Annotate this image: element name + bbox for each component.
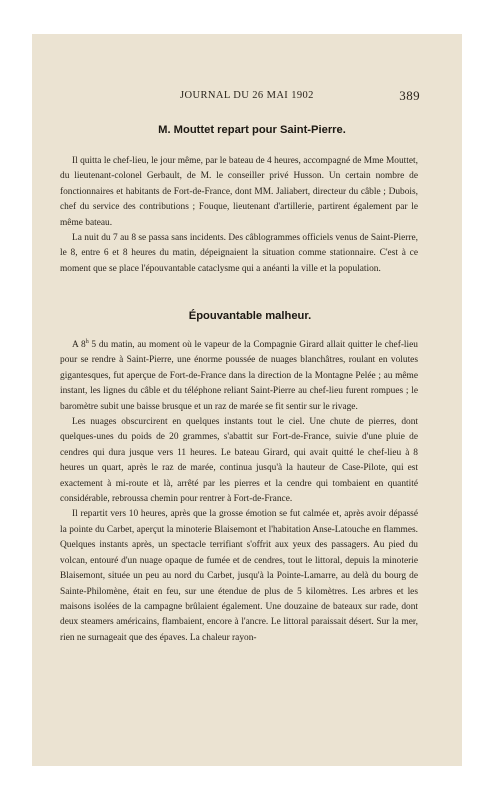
- paragraph: Il quitta le chef-lieu, le jour même, par le bateau de 4 heures, accompagné de Mme Mouttet, du lieutenant-colonel Gerbault, de M. le conseiller privé Husson. Un certain nombre de fonctionnaires et habitants de Fort-de-France, dont MM. Jaliabert, directeur du câble ; Dubois, chef du service des contributions ; Fouque, lieutenant d'artillerie, partirent également par le même bateau.: [60, 156, 418, 228]
- paragraph: La nuit du 7 au 8 se passa sans incidents. Des câblogrammes officiels venus de Saint-Pierre, le 8, entre 6 et 8 heures du matin, dépeignaient la situation comme stationnaire. C'est à ce moment que se place l'épouvantable cataclysme qui a anéanti la ville et la population.: [60, 233, 418, 274]
- section-body-malheur: [60, 338, 418, 646]
- running-head: JOURNAL DU 26 MAI 1902: [180, 90, 314, 101]
- section-title-mouttet: M. Mouttet repart pour Saint-Pierre.: [158, 124, 346, 136]
- paragraph-start: A 8: [72, 340, 86, 350]
- hour-superscript: h: [85, 338, 89, 345]
- section-title-malheur: Épouvantable malheur.: [188, 310, 312, 322]
- document-page: [32, 34, 462, 766]
- page-number: 389: [399, 88, 420, 103]
- paragraph: Les nuages obscurcirent en quelques instants tout le ciel. Une chute de pierres, dont quelques-unes du poids de 20 grammes, s'abattit sur Fort-de-France, suivie d'une pluie de cendres qui dura jusque vers 11 heures. Le bateau Girard, qui avait quitté le chef-lieu à 8 heures un quart, après le raz de marée, continua jusqu'à la hauteur de Case-Pilote, qui est exactement à mi-route et là, arrêté par les pierres et la cendre qui tombaient en quantité considérable, rebroussa chemin pour rentrer à Fort-de-France.: [60, 417, 418, 505]
- section-body-mouttet: [60, 154, 418, 277]
- paragraph: [60, 338, 418, 415]
- paragraph-text: 5 du matin, au moment où le vapeur de la Compagnie Girard allait quitter le chef-lieu pour se rendre à Saint-Pierre, une énorme poussée de nuages blanchâtres, roulant en volutes gigantesques, fut aperçue de Fort-de-France dans la direction de la Montagne Pelée ; au même instant, les lignes du câble et du téléphone reliant Saint-Pierre au chef-lieu furent rompues ; le baromètre subit une baisse brusque et un raz de marée se fit sentir sur le rivage.: [60, 340, 418, 412]
- paragraph: Il repartit vers 10 heures, après que la grosse émotion se fut calmée et, après avoir dépassé la pointe du Carbet, aperçut la minoterie Blaisemont et l'habitation Anse-Latouche en flammes. Quelques instants après, un spectacle terrifiant s'offrit aux yeux des passagers. Au pied du volcan, entouré d'un nuage opaque de fumée et de cendres, tout le littoral, depuis la minoterie Blaisemont, située un peu au nord du Carbet, jusqu'à la Pointe-Lamarre, au delà du bourg de Sainte-Philomène, était en feu, sur une étendue de plus de 5 kilomètres. Les arbres et les maisons isolées de la campagne brûlaient également. Une douzaine de bateaux sur rade, dont deux steamers américains, flambaient, encore à l'ancre. Le littoral paraissait désert. Sur la mer, rien ne surnageait que des épaves. La chaleur rayon-: [60, 509, 418, 643]
